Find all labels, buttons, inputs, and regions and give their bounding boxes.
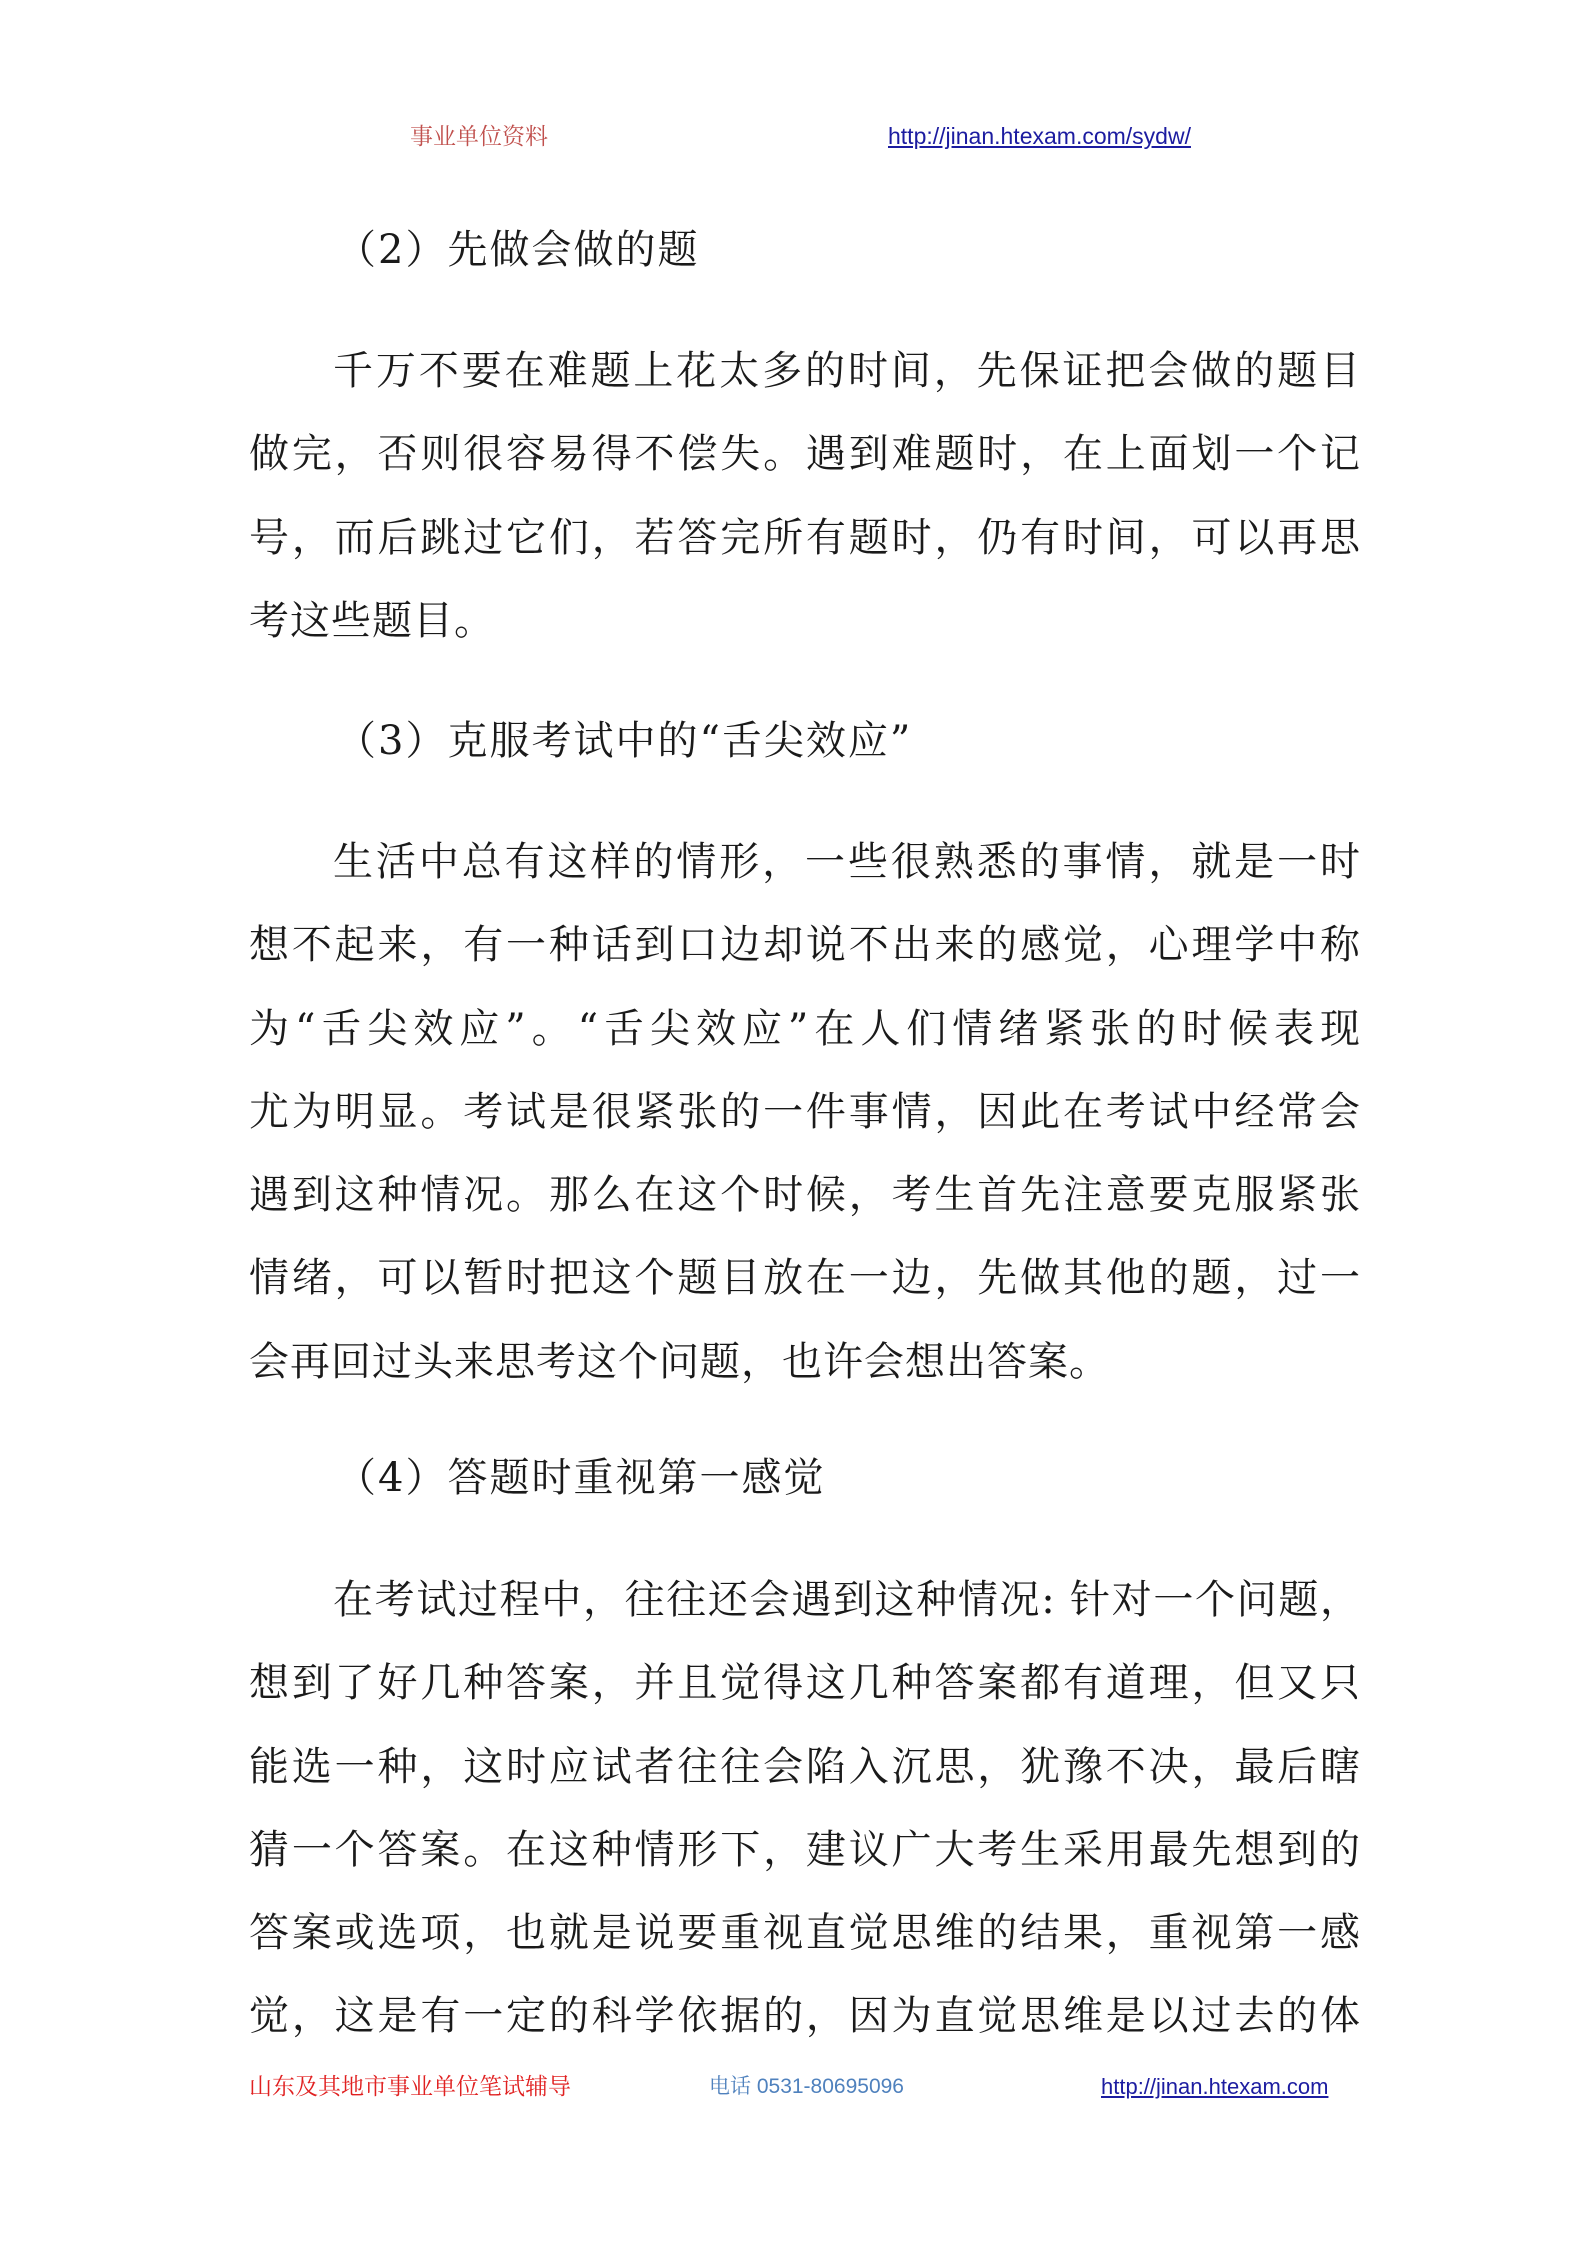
- paragraph-line: 想到了好几种答案，并且觉得这几种答案都有道理，但又只: [249, 1660, 1361, 1707]
- paragraph-line: 生活中总有这样的情形，一些很熟悉的事情，就是一时: [333, 839, 1361, 885]
- paragraph-line: 情绪，可以暂时把这个题目放在一边，先做其他的题，过一: [249, 1255, 1361, 1302]
- paragraph: [249, 821, 1361, 1404]
- paragraph-line: 千万不要在难题上花太多的时间，先保证把会做的题目: [333, 348, 1361, 394]
- paragraph-line: 会再回过头来思考这个问题，也许会想出答案。: [249, 1338, 1110, 1385]
- header-title: 事业单位资料: [410, 124, 548, 150]
- header-link[interactable]: http://jinan.htexam.com/sydw/: [888, 123, 1191, 149]
- paragraph-line: 做完，否则很容易得不偿失。遇到难题时，在上面划一个记: [249, 431, 1361, 478]
- paragraph-line: 答案或选项，也就是说要重视直觉思维的结果，重视第一感: [249, 1910, 1361, 1957]
- footer-org: 山东及其地市事业单位笔试辅导: [249, 2074, 571, 2100]
- section-heading: （2）先做会做的题: [336, 227, 700, 273]
- paragraph: [249, 330, 1361, 663]
- paragraph-line: 考这些题目。: [249, 597, 495, 644]
- paragraph-line: 在考试过程中，往往还会遇到这种情况: 针对一个问题，: [333, 1577, 1361, 1623]
- paragraph-line: 遇到这种情况。那么在这个时候，考生首先注意要克服紧张: [249, 1172, 1361, 1219]
- section-heading: （3）克服考试中的“舌尖效应”: [336, 718, 913, 764]
- paragraph-line: 为“舌尖效应”。“舌尖效应”在人们情绪紧张的时候表现: [249, 1005, 1361, 1052]
- footer-link[interactable]: http://jinan.htexam.com: [1101, 2074, 1329, 2099]
- paragraph-line: 能选一种，这时应试者往往会陷入沉思，犹豫不决，最后瞎: [249, 1743, 1361, 1790]
- paragraph: [249, 1559, 1361, 2059]
- footer-phone: 电话 0531-80695096: [709, 2075, 904, 2098]
- paragraph-line: 猜一个答案。在这种情形下，建议广大考生采用最先想到的: [249, 1826, 1361, 1873]
- paragraph-line: 号，而后跳过它们，若答完所有题时，仍有时间，可以再思: [249, 514, 1361, 561]
- paragraph-line: 想不起来，有一种话到口边却说不出来的感觉，心理学中称: [249, 922, 1361, 969]
- section-heading: （4）答题时重视第一感觉: [336, 1455, 826, 1501]
- paragraph-line: 尤为明显。考试是很紧张的一件事情，因此在考试中经常会: [249, 1088, 1361, 1135]
- paragraph-line: 觉，这是有一定的科学依据的，因为直觉思维是以过去的体: [249, 1993, 1361, 2040]
